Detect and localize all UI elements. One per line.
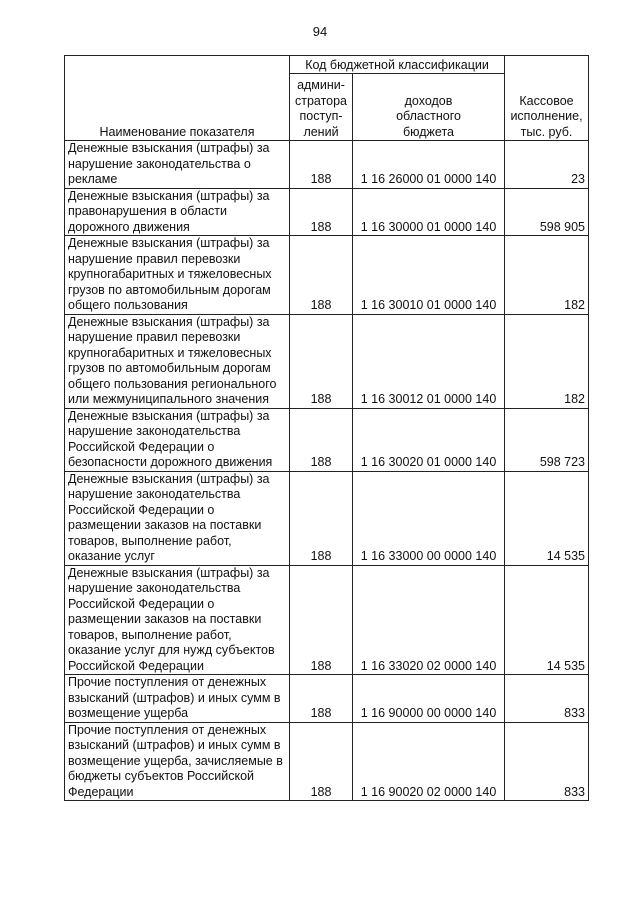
row-admin-cell: 188 [290, 236, 353, 315]
row-name-cell: Денежные взыскания (штрафы) за нарушение законодательства Российской Федерации о безопасности дорожного движения [65, 408, 290, 471]
row-admin-cell: 188 [290, 141, 353, 189]
row-amount-cell: 598 905 [505, 188, 589, 236]
header-budget-code-group: Код бюджетной классификации [290, 56, 505, 74]
row-code-cell: 1 16 26000 01 0000 140 [353, 141, 505, 189]
page-number: 94 [312, 24, 328, 39]
table-row [65, 471, 589, 565]
budget-table [64, 55, 589, 801]
row-amount-cell: 833 [505, 722, 589, 801]
row-name-cell: Денежные взыскания (штрафы) за правонарушения в области дорожного движения [65, 188, 290, 236]
row-code-cell: 1 16 33020 02 0000 140 [353, 565, 505, 675]
table-header [65, 56, 589, 141]
table-row [65, 141, 589, 189]
table-row [65, 188, 589, 236]
row-code-cell: 1 16 30000 01 0000 140 [353, 188, 505, 236]
row-code-cell: 1 16 30020 01 0000 140 [353, 408, 505, 471]
header-row-top [65, 56, 589, 74]
row-code-cell: 1 16 33000 00 0000 140 [353, 471, 505, 565]
row-admin-cell: 188 [290, 408, 353, 471]
table-row [65, 314, 589, 408]
row-admin-cell: 188 [290, 675, 353, 723]
header-name: Наименование показателя [65, 56, 290, 141]
table-row [65, 565, 589, 675]
row-amount-cell: 182 [505, 314, 589, 408]
row-amount-cell: 23 [505, 141, 589, 189]
row-admin-cell: 188 [290, 722, 353, 801]
table-body [65, 141, 589, 801]
row-amount-cell: 833 [505, 675, 589, 723]
row-code-cell: 1 16 90020 02 0000 140 [353, 722, 505, 801]
table-row [65, 408, 589, 471]
row-name-cell: Прочие поступления от денежных взысканий (штрафов) и иных сумм в возмещение ущерба [65, 675, 290, 723]
row-code-cell: 1 16 30010 01 0000 140 [353, 236, 505, 315]
table-row [65, 236, 589, 315]
row-amount-cell: 14 535 [505, 565, 589, 675]
row-admin-cell: 188 [290, 471, 353, 565]
row-admin-cell: 188 [290, 314, 353, 408]
header-admin: админи- стратора поступ- лений [290, 74, 353, 141]
row-admin-cell: 188 [290, 565, 353, 675]
row-code-cell: 1 16 90000 00 0000 140 [353, 675, 505, 723]
row-code-cell: 1 16 30012 01 0000 140 [353, 314, 505, 408]
row-admin-cell: 188 [290, 188, 353, 236]
row-name-cell: Денежные взыскания (штрафы) за нарушение правил перевозки крупногабаритных и тяжеловесных грузов по автомобильным дорогам общего пользования регионального или межмуниципального значения [65, 314, 290, 408]
header-income: доходов областного бюджета [353, 74, 505, 141]
header-amount: Кассовое исполнение, тыс. руб. [505, 56, 589, 141]
row-amount-cell: 182 [505, 236, 589, 315]
row-name-cell: Денежные взыскания (штрафы) за нарушение законодательства Российской Федерации о размещении заказов на поставки товаров, выполнение работ, оказание услуг для нужд субъектов Российской Федерации [65, 565, 290, 675]
table-row [65, 722, 589, 801]
table-row [65, 675, 589, 723]
row-amount-cell: 14 535 [505, 471, 589, 565]
row-name-cell: Прочие поступления от денежных взысканий (штрафов) и иных сумм в возмещение ущерба, зачисляемые в бюджеты субъектов Российской Федерации [65, 722, 290, 801]
row-name-cell: Денежные взыскания (штрафы) за нарушение законодательства о рекламе [65, 141, 290, 189]
row-amount-cell: 598 723 [505, 408, 589, 471]
row-name-cell: Денежные взыскания (штрафы) за нарушение правил перевозки крупногабаритных и тяжеловесных грузов по автомобильным дорогам общего пользования [65, 236, 290, 315]
row-name-cell: Денежные взыскания (штрафы) за нарушение законодательства Российской Федерации о размещении заказов на поставки товаров, выполнение работ, оказание услуг [65, 471, 290, 565]
